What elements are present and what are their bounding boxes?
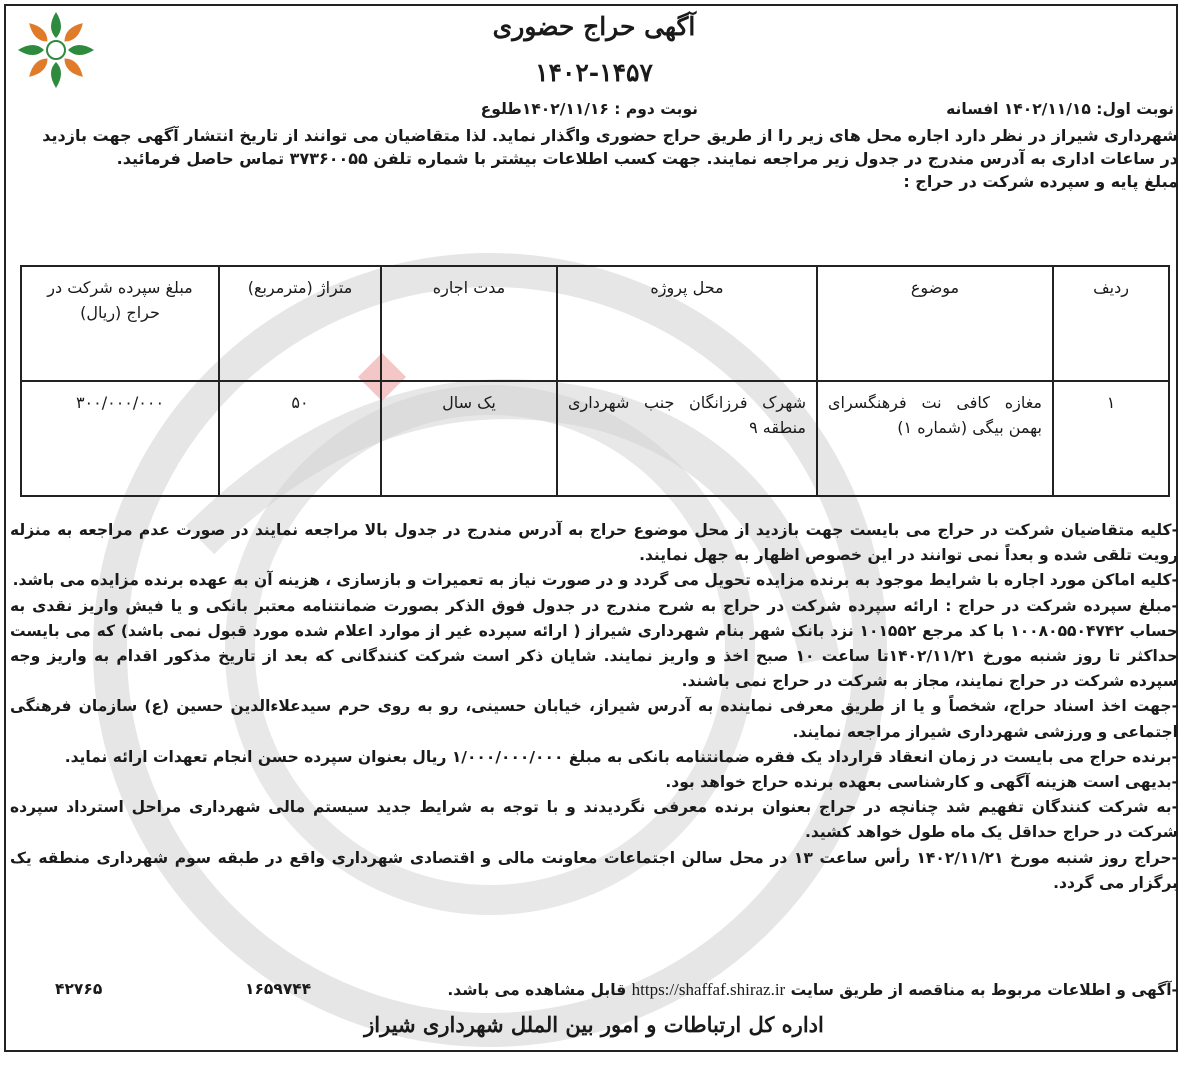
intro-line: در ساعات اداری به آدرس مندرج در جدول زیر مراجعه نمایند. جهت کسب اطلاعات بیشتر با شماره تلفن ۳۷۳۶۰۰۵۵ تماس حاصل فرمائید. bbox=[116, 149, 1178, 168]
table-row bbox=[21, 381, 1169, 496]
header-area: متراژ (مترمربع) bbox=[219, 266, 381, 381]
cell-location: شهرک فرزانگان جنب شهرداری منطقه ۹ bbox=[557, 381, 817, 496]
header-row-number: ردیف bbox=[1053, 266, 1169, 381]
website-prefix: -آگهی و اطلاعات مربوط به مناقصه از طریق سایت bbox=[790, 981, 1178, 999]
ad-code: ۴۲۷۶۵ bbox=[55, 980, 103, 998]
term-item: -کلیه متقاضیان شرکت در حراج می بایست جهت بازدید از محل موضوع حراج به آدرس مندرج در جدول بالا مراجعه نمایند در صورت عدم مراجعه به منزله رویت تلقی شده و بعداً نمی توانند در این خصوص اظهار به جهل نمایند. bbox=[10, 521, 1178, 565]
intro-paragraph bbox=[10, 124, 1178, 193]
website-link[interactable]: https://shaffaf.shiraz.ir bbox=[631, 980, 786, 999]
term-item: -برنده حراج می بایست در زمان انعقاد قرارداد یک فقره ضمانتنامه بانکی به مبلغ ۱/۰۰۰/۰۰۰/۰۰۰ ریال بعنوان سپرده حسن انجام تعهدات ارائه نماید. bbox=[64, 747, 1178, 766]
page-title: آگهی حراج حضوری bbox=[492, 12, 696, 41]
notice-number: ۱۴۰۲-۱۴۵۷ bbox=[535, 58, 653, 87]
terms-list bbox=[10, 518, 1178, 896]
website-suffix: قابل مشاهده می باشد. bbox=[447, 981, 627, 999]
auction-table bbox=[20, 265, 1170, 497]
term-item: -به شرکت کنندگان تفهیم شد چنانچه در حراج بعنوان برنده معرفی نگردیدند و با توجه به شرایط جدید سیستم مالی شهرداری مراحل استرداد سپرده شرکت در حراج حداقل یک ماه طول خواهد کشید. bbox=[10, 798, 1178, 842]
issuer-signature: اداره کل ارتباطات و امور بین الملل شهرداری شیراز bbox=[364, 1012, 824, 1037]
header-location: محل پروژه bbox=[557, 266, 817, 381]
cell-row-number: ۱ bbox=[1053, 381, 1169, 496]
cell-area: ۵۰ bbox=[219, 381, 381, 496]
intro-line: مبلغ پایه و سپرده شرکت در حراج : bbox=[903, 172, 1178, 191]
term-item: -جهت اخذ اسناد حراج، شخصاً و یا از طریق معرفی نماینده به آدرس شیراز، خیابان حسینی، رو به روی حرم سیدعلاءالدین حسین (ع) سازمان فرهنگی اجتماعی و ورزشی شهرداری شیراز مراجعه نمایند. bbox=[10, 697, 1178, 741]
website-note bbox=[10, 980, 1178, 1006]
cell-subject: مغازه کافی نت فرهنگسرای بهمن بیگی (شماره ۱) bbox=[817, 381, 1053, 496]
second-round-date: نوبت دوم : ۱۴۰۲/۱۱/۱۶طلوع bbox=[480, 100, 698, 118]
publication-code: ۱۶۵۹۷۴۴ bbox=[245, 980, 312, 998]
term-item: -مبلغ سپرده شرکت در حراج : ارائه سپرده شرکت در حراج به شرح مندرج در جدول فوق الذکر بصورت ضمانتنامه معتبر بانکی و یا فیش واریز نقدی به حساب ۱۰۰۸۰۵۵۰۴۷۴۲ با کد مرجع ۱۰۱۵۵۲ نزد بانک شهر بنام شهرداری شیراز ( ارائه سپرده غیر از موارد اعلام شده مورد قبول نمی باشد) که می بایست حداکثر تا روز شنبه مورخ ۱۴۰۲/۱۱/۲۱تا ساعت ۱۰ صبح اخذ و واریز نمایند. شایان ذکر است شرکت کنندگانی که بعد از تاریخ مذکور اقدام به واریز وجه سپرده شرکت در حراج نمایند، مجاز به شرکت در حراج نمی باشند. bbox=[10, 596, 1178, 691]
cell-deposit: ۳۰۰/۰۰۰/۰۰۰ bbox=[21, 381, 219, 496]
term-item: -بدیهی است هزینه آگهی و کارشناسی بعهده برنده حراج خواهد بود. bbox=[665, 773, 1178, 792]
website-line bbox=[447, 980, 1178, 1000]
term-item: -کلیه اماکن مورد اجاره با شرایط موجود به برنده مزایده تحویل می گردد و در صورت نیاز به تعمیرات و بازسازی ، هزینه آن به عهده برنده مزایده می باشد. bbox=[12, 571, 1178, 590]
header-deposit: مبلغ سپرده شرکت در حراج (ریال) bbox=[21, 266, 219, 381]
first-round-date: نوبت اول: ۱۴۰۲/۱۱/۱۵ افسانه bbox=[946, 100, 1174, 118]
term-item: -حراج روز شنبه مورخ ۱۴۰۲/۱۱/۲۱ رأس ساعت ۱۳ در محل سالن اجتماعات معاونت مالی و اقتصادی شهرداری واقع در طبقه سوم شهرداری منطقه یک برگزار می گردد. bbox=[10, 848, 1178, 892]
header-subject: موضوع bbox=[817, 266, 1053, 381]
table-header-row bbox=[21, 266, 1169, 381]
header-duration: مدت اجاره bbox=[381, 266, 557, 381]
cell-duration: یک سال bbox=[381, 381, 557, 496]
intro-line: شهرداری شیراز در نظر دارد اجاره محل های زیر را از طریق حراج حضوری واگذار نماید. لذا متقاضیان می توانند از تاریخ انتشار آگهی جهت بازدید bbox=[42, 126, 1178, 145]
